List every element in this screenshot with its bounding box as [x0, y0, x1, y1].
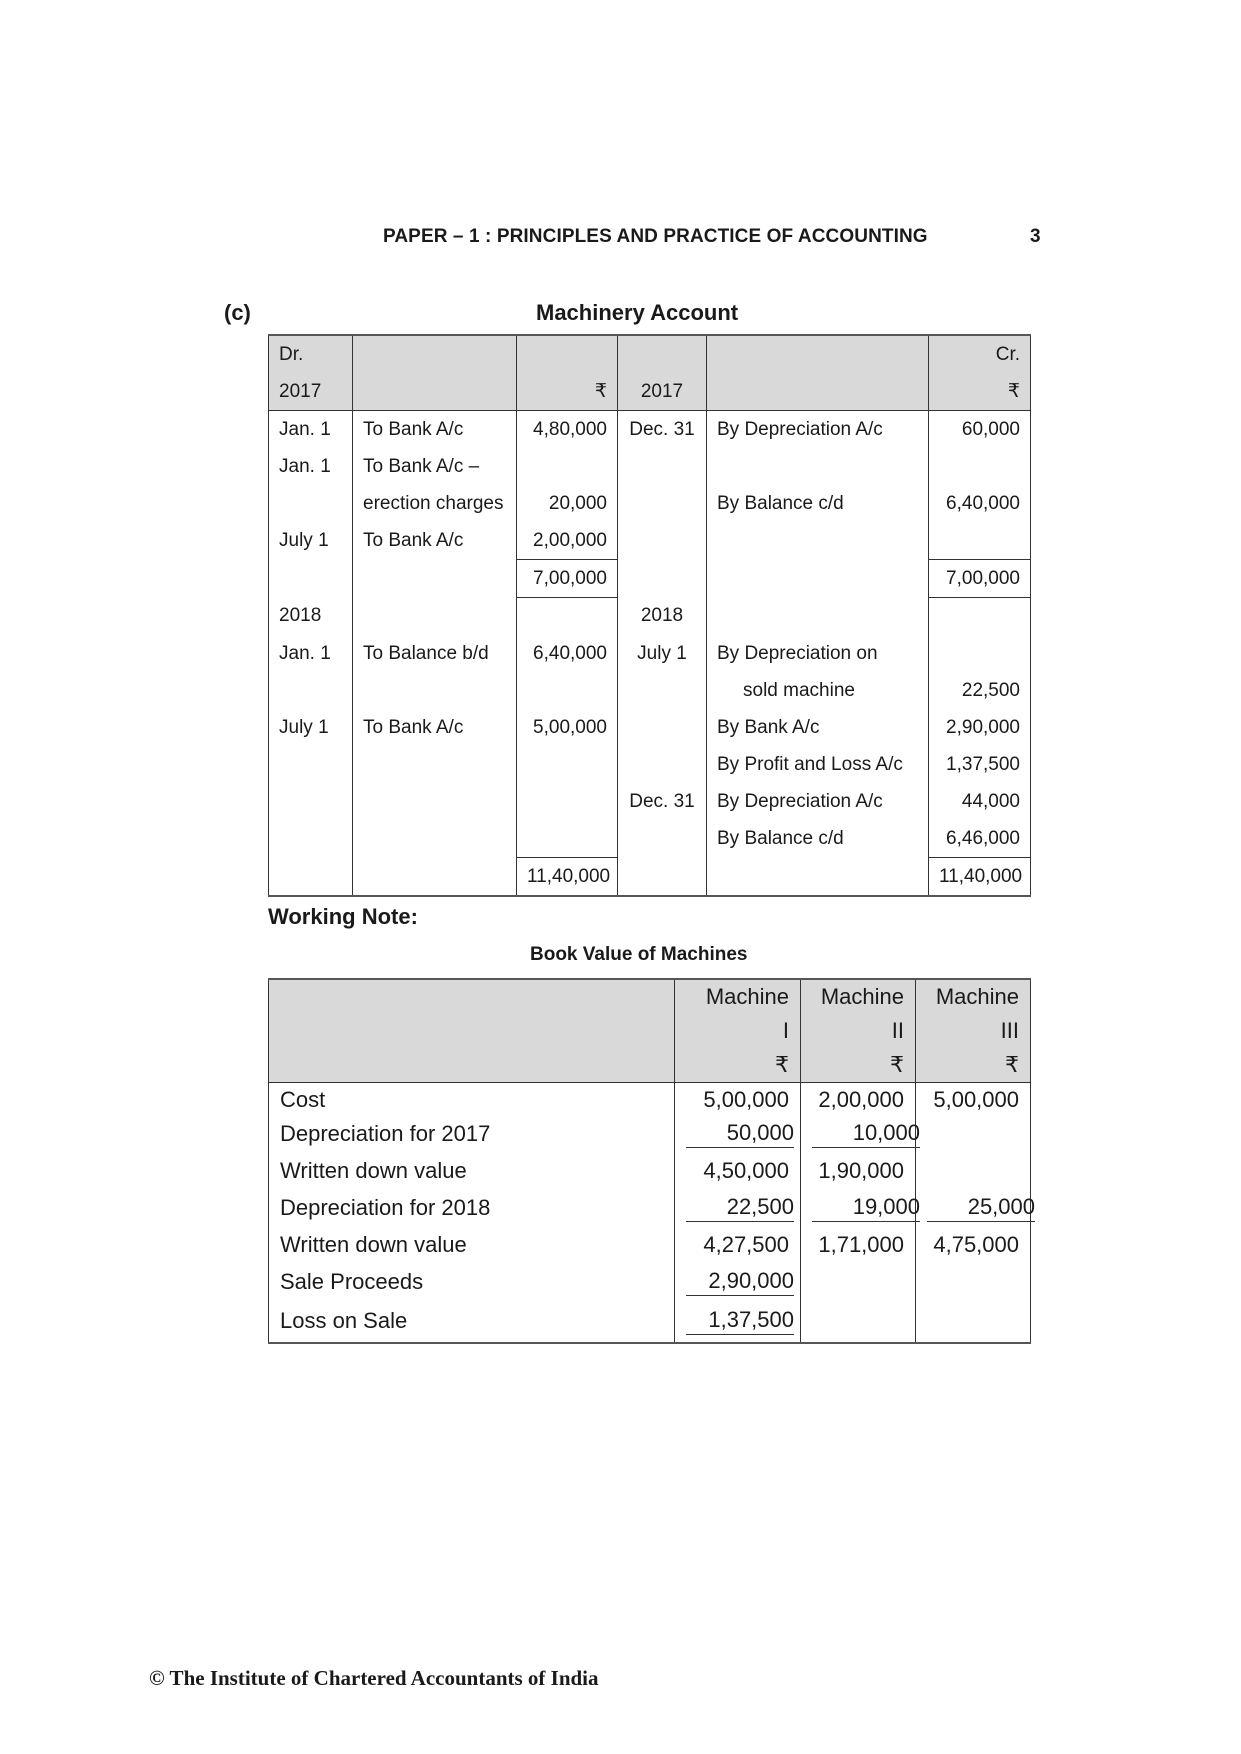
table-row [269, 411, 1031, 449]
table-row [269, 522, 1031, 560]
table-header-row [269, 979, 1031, 1014]
particulars-cell: By Depreciation on [707, 635, 929, 672]
value-cell: 1,37,500 [686, 1307, 794, 1335]
table-row [269, 485, 1031, 522]
table-row [269, 783, 1031, 820]
value-cell: 4,50,000 [675, 1151, 801, 1191]
total-amount: 11,40,000 [517, 858, 618, 897]
year-label: 2018 [269, 598, 353, 636]
particulars-cell: By Balance c/d [707, 485, 929, 522]
table-row [269, 709, 1031, 746]
row-label: Depreciation for 2017 [269, 1117, 675, 1151]
currency-symbol: ₹ [929, 373, 1031, 411]
value-cell: 1,71,000 [801, 1225, 916, 1265]
amount-cell: 5,00,000 [517, 709, 618, 746]
working-note-label: Working Note: [268, 904, 418, 929]
ledger-title: Machinery Account [536, 300, 739, 325]
table-row [269, 448, 1031, 485]
value-cell: 4,27,500 [675, 1225, 801, 1265]
total-amount: 7,00,000 [517, 560, 618, 598]
value-cell: 50,000 [686, 1120, 794, 1148]
particulars-cell: By Depreciation A/c [707, 411, 929, 449]
date-cell: Jan. 1 [269, 448, 353, 485]
column-header: Machine [916, 979, 1031, 1014]
table-row [269, 1151, 1031, 1191]
row-label: Cost [269, 1083, 675, 1118]
amount-cell: 44,000 [929, 783, 1031, 820]
amount-cell: 60,000 [929, 411, 1031, 449]
date-cell: Dec. 31 [618, 783, 707, 820]
table-row [269, 1191, 1031, 1225]
date-cell: Jan. 1 [269, 635, 353, 672]
value-cell: 4,75,000 [916, 1225, 1031, 1265]
currency-symbol: ₹ [517, 373, 618, 411]
column-header: Machine [675, 979, 801, 1014]
column-header: II [801, 1014, 916, 1048]
particulars-cell: erection charges [353, 485, 517, 522]
table-row [269, 1265, 1031, 1299]
page-number: 3 [1030, 226, 1041, 247]
year-label: 2018 [618, 598, 707, 636]
table-row [269, 1083, 1031, 1118]
cr-label: Cr. [929, 335, 1031, 373]
total-row [269, 560, 1031, 598]
value-cell: 19,000 [812, 1194, 920, 1222]
column-header: III [916, 1014, 1031, 1048]
table-row [269, 1225, 1031, 1265]
value-cell: 22,500 [686, 1194, 794, 1222]
date-cell: Dec. 31 [618, 411, 707, 449]
row-label: Sale Proceeds [269, 1265, 675, 1299]
book-value-table [268, 978, 1035, 1344]
particulars-cell: By Profit and Loss A/c [707, 746, 929, 783]
year-label: 2017 [269, 373, 353, 411]
date-cell: Jan. 1 [269, 411, 353, 449]
table-header-row [269, 373, 1031, 411]
particulars-cell: To Bank A/c [353, 709, 517, 746]
amount-cell: 6,40,000 [517, 635, 618, 672]
amount-cell: 4,80,000 [517, 411, 618, 449]
value-cell: 2,00,000 [801, 1083, 916, 1118]
particulars-cell: To Balance b/d [353, 635, 517, 672]
table-row [269, 598, 1031, 636]
dr-label: Dr. [269, 335, 353, 373]
particulars-cell: To Bank A/c [353, 522, 517, 560]
table-row [269, 1299, 1031, 1343]
value-cell: 5,00,000 [916, 1083, 1031, 1118]
amount-cell: 1,37,500 [929, 746, 1031, 783]
row-label: Written down value [269, 1151, 675, 1191]
amount-cell: 6,40,000 [929, 485, 1031, 522]
row-label: Depreciation for 2018 [269, 1191, 675, 1225]
total-row [269, 858, 1031, 897]
date-cell: July 1 [618, 635, 707, 672]
date-cell: July 1 [269, 522, 353, 560]
column-header: I [675, 1014, 801, 1048]
table-row [269, 820, 1031, 858]
total-amount: 11,40,000 [929, 858, 1031, 897]
amount-cell: 6,46,000 [929, 820, 1031, 858]
date-cell: July 1 [269, 709, 353, 746]
part-label: (c) [224, 300, 251, 325]
particulars-cell: sold machine [707, 672, 929, 709]
footer-copyright: © The Institute of Chartered Accountants of India [149, 1666, 599, 1690]
row-label: Written down value [269, 1225, 675, 1265]
total-amount: 7,00,000 [929, 560, 1031, 598]
table-header-row [269, 1014, 1031, 1048]
currency-symbol: ₹ [916, 1048, 1031, 1083]
currency-symbol: ₹ [675, 1048, 801, 1083]
value-cell: 5,00,000 [675, 1083, 801, 1118]
particulars-cell: By Bank A/c [707, 709, 929, 746]
table-row [269, 672, 1031, 709]
currency-symbol: ₹ [801, 1048, 916, 1083]
table-row [269, 635, 1031, 672]
table-row [269, 746, 1031, 783]
amount-cell: 20,000 [517, 485, 618, 522]
book-value-title: Book Value of Machines [530, 944, 748, 965]
table-header-row [269, 1048, 1031, 1083]
page-header-title: PAPER – 1 : PRINCIPLES AND PRACTICE OF ACCOUNTING [383, 226, 928, 247]
particulars-cell: By Depreciation A/c [707, 783, 929, 820]
value-cell: 25,000 [927, 1194, 1035, 1222]
value-cell: 10,000 [812, 1120, 920, 1148]
particulars-cell: By Balance c/d [707, 820, 929, 858]
amount-cell: 2,90,000 [929, 709, 1031, 746]
table-header-row [269, 335, 1031, 373]
amount-cell: 22,500 [929, 672, 1031, 709]
table-row [269, 1117, 1031, 1151]
year-label: 2017 [618, 373, 707, 411]
column-header: Machine [801, 979, 916, 1014]
row-label: Loss on Sale [269, 1299, 675, 1343]
machinery-account-table [268, 334, 1031, 897]
value-cell: 1,90,000 [801, 1151, 916, 1191]
amount-cell: 2,00,000 [517, 522, 618, 560]
particulars-cell: To Bank A/c – [353, 448, 517, 485]
particulars-cell: To Bank A/c [353, 411, 517, 449]
value-cell: 2,90,000 [686, 1268, 794, 1296]
